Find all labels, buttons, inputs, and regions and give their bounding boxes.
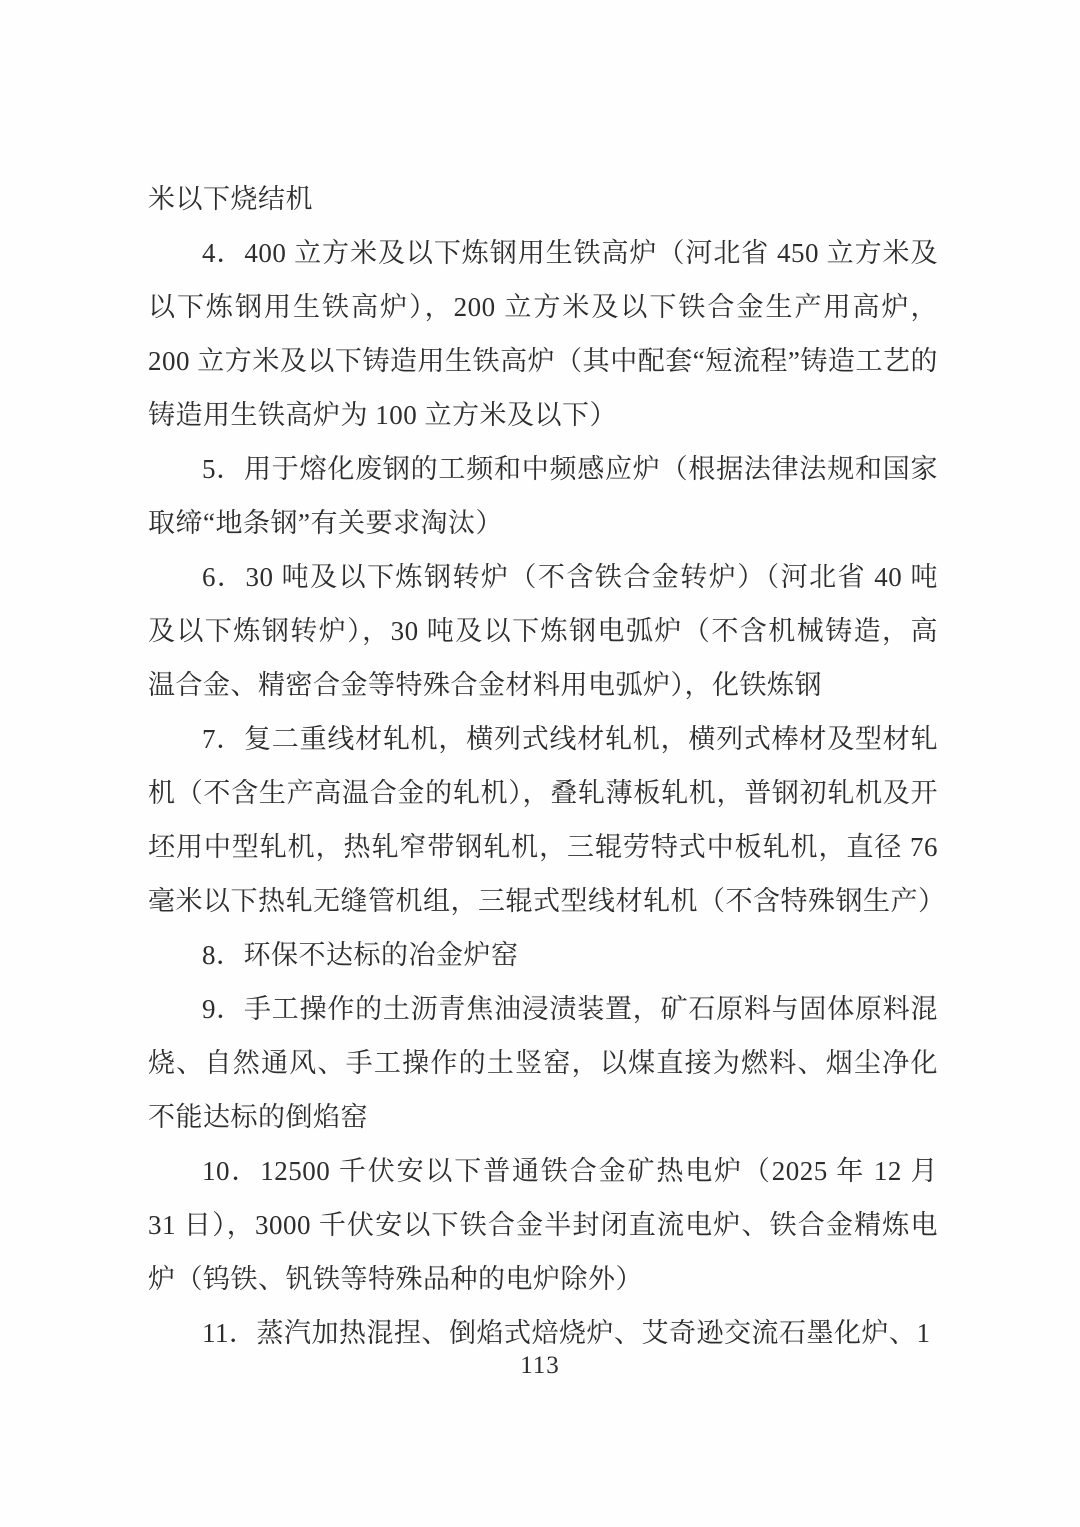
list-item-6: 6．30 吨及以下炼钢转炉（不含铁合金转炉）（河北省 40 吨及以下炼钢转炉），30 吨及以下炼钢电弧炉（不含机械铸造，高温合金、精密合金等特殊合金材料用电弧炉），化铁炼钢 (148, 562, 938, 700)
list-item-10: 10．12500 千伏安以下普通铁合金矿热电炉（2025 年 12 月 31 日），3000 千伏安以下铁合金半封闭直流电炉、铁合金精炼电炉（钨铁、钒铁等特殊品种的电炉除外） (148, 1156, 938, 1294)
body-text-block (148, 172, 946, 1360)
paragraph-continuation: 米以下烧结机 (148, 184, 313, 214)
page-number: 113 (520, 1352, 560, 1379)
list-item-11: 11．蒸汽加热混捏、倒焰式焙烧炉、艾奇逊交流石墨化炉、1 (202, 1318, 931, 1348)
list-item-8: 8．环保不达标的冶金炉窑 (202, 940, 519, 970)
list-item-5: 5．用于熔化废钢的工频和中频感应炉（根据法律法规和国家取缔“地条钢”有关要求淘汰） (148, 454, 938, 538)
list-item-7: 7．复二重线材轧机，横列式线材轧机，横列式棒材及型材轧机（不含生产高温合金的轧机），叠轧薄板轧机，普钢初轧机及开坯用中型轧机，热轧窄带钢轧机，三辊劳特式中板轧机，直径 76 毫米以下热轧无缝管机组，三辊式型线材轧机（不含特殊钢生产） (148, 724, 946, 916)
list-item-9: 9．手工操作的土沥青焦油浸渍装置，矿石原料与固体原料混烧、自然通风、手工操作的土竖窑，以煤直接为燃料、烟尘净化不能达标的倒焰窑 (148, 994, 938, 1132)
list-item-4: 4．400 立方米及以下炼钢用生铁高炉（河北省 450 立方米及以下炼钢用生铁高炉），200 立方米及以下铁合金生产用高炉，200 立方米及以下铸造用生铁高炉（其中配套“短流程”铸造工艺的铸造用生铁高炉为 100 立方米及以下） (148, 238, 938, 430)
